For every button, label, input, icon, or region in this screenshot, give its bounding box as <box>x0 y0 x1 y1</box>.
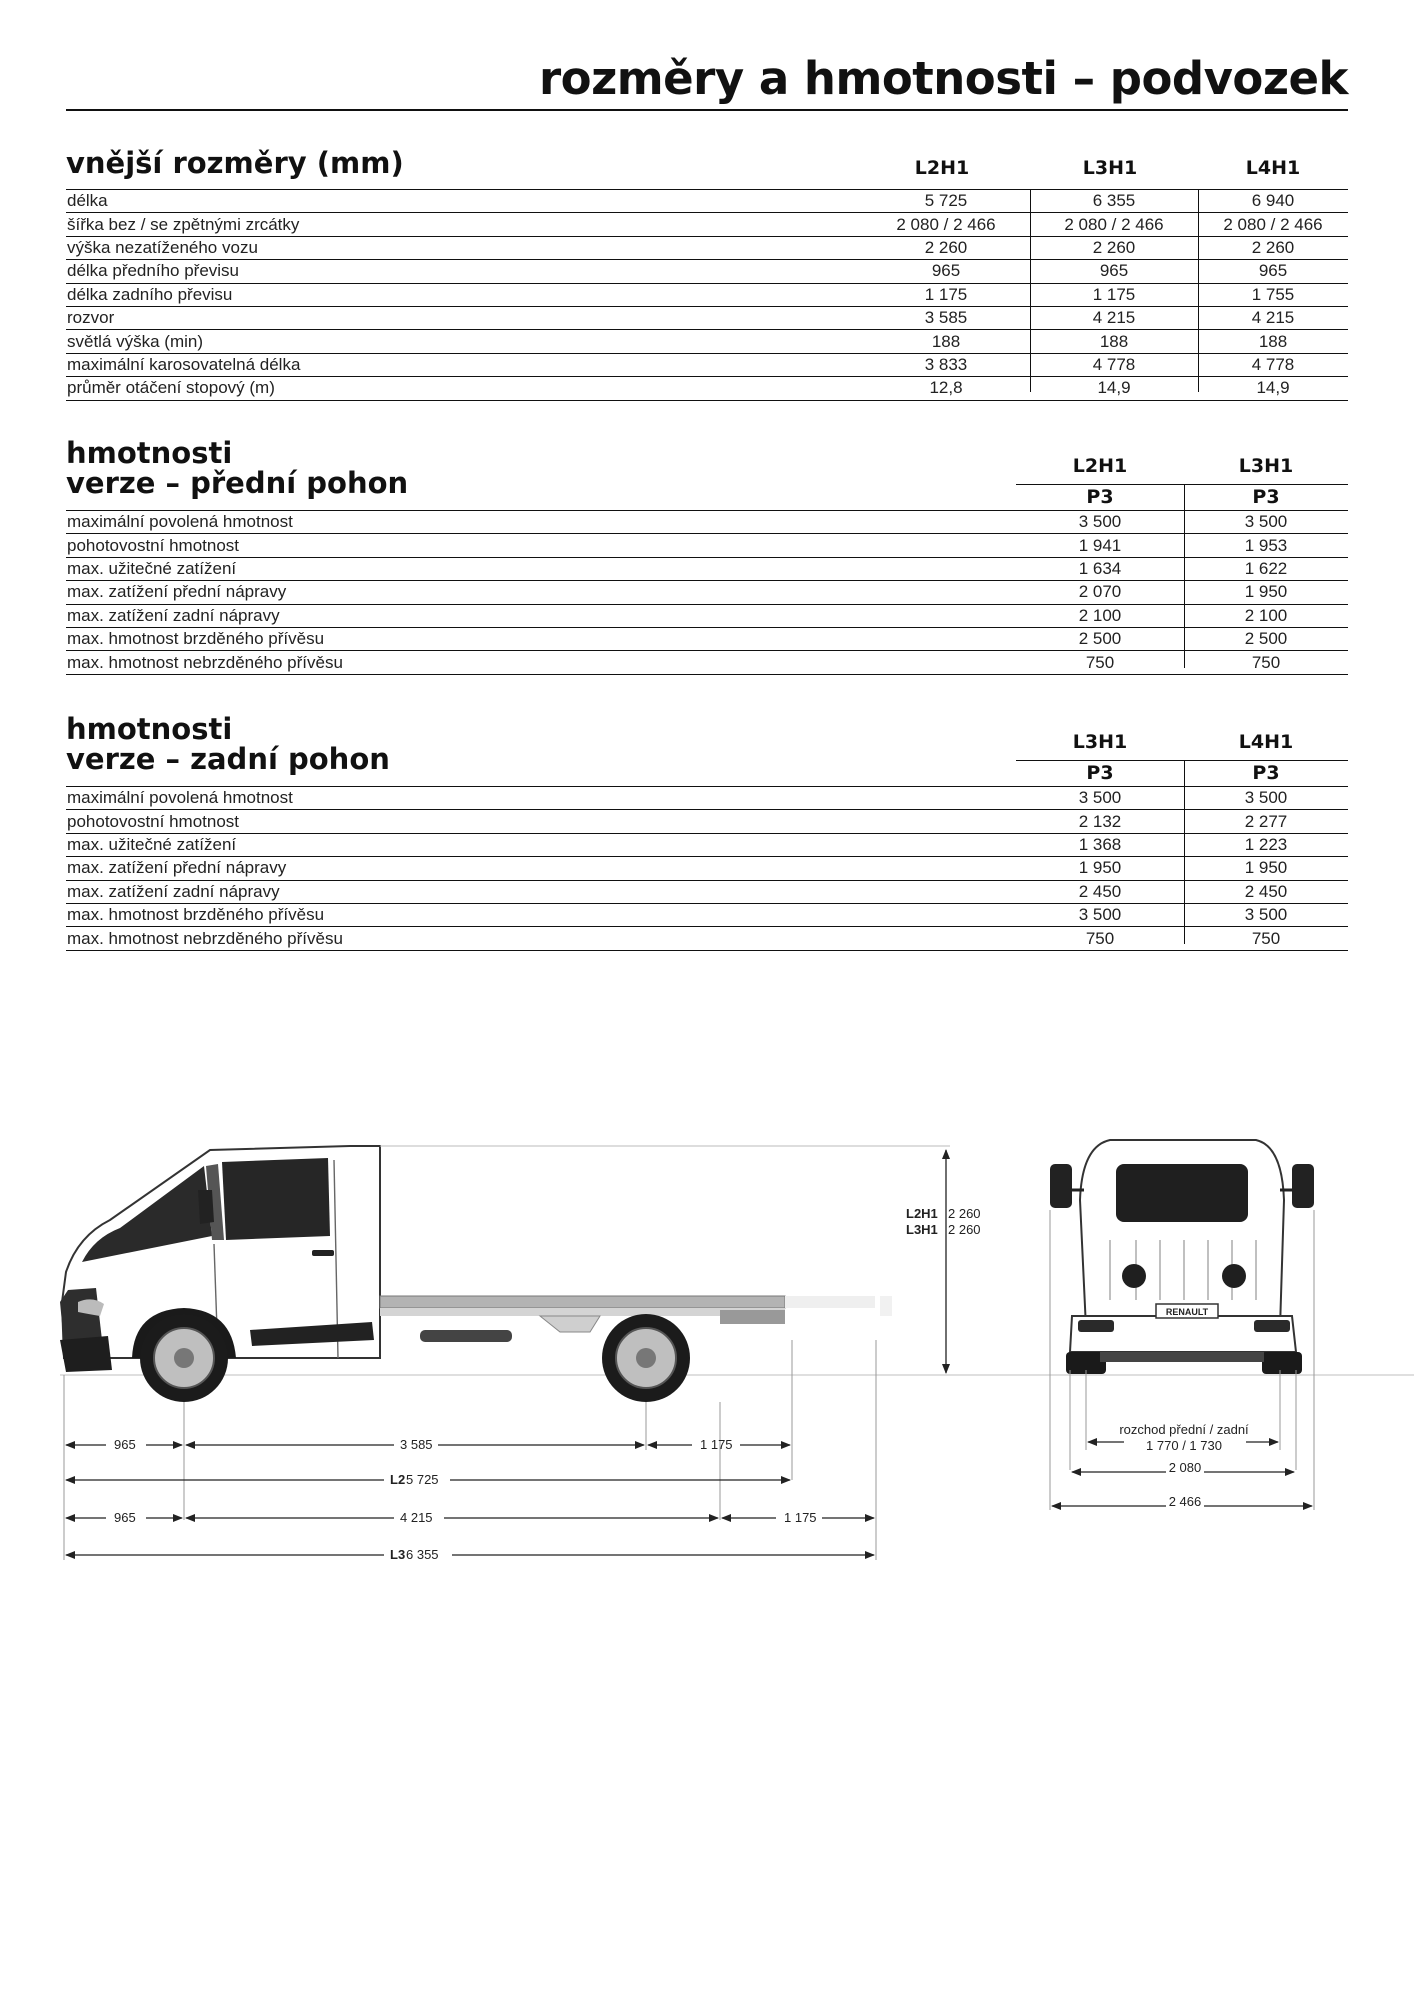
dimension-row-value: 4 215 <box>1198 306 1348 329</box>
weight-rear-row <box>66 903 1348 926</box>
dimension-row-value: 965 <box>1030 260 1198 283</box>
dimension-row-value: 5 725 <box>862 190 1030 213</box>
dim-wheelbase-l3: 4 215 <box>400 1510 433 1525</box>
weight-rear-row-value: 750 <box>1184 927 1348 950</box>
wf-sub-1: P3 <box>1086 486 1114 508</box>
rear-width: 2 080 <box>1168 1460 1202 1475</box>
dimension-row <box>66 213 1348 236</box>
weight-front-row <box>66 557 1348 580</box>
weight-front-row-label: max. zatížení přední nápravy <box>66 581 1016 604</box>
weight-rear-row <box>66 880 1348 903</box>
weight-rear-row-label: pohotovostní hmotnost <box>66 810 1016 833</box>
dimension-row <box>66 190 1348 213</box>
dimension-row-value: 14,9 <box>1198 377 1348 400</box>
vehicle-drawings <box>0 1040 1414 1600</box>
dim-l2-label: L2 <box>390 1472 406 1487</box>
weight-front-row <box>66 511 1348 534</box>
weight-rear-row-value: 750 <box>1016 927 1184 950</box>
weight-front-row-value: 1 953 <box>1184 534 1348 557</box>
weight-rear-row <box>66 810 1348 833</box>
dimension-row-label: délka zadního převisu <box>66 283 862 306</box>
wr-sub-1: P3 <box>1086 762 1114 784</box>
weight-front-row-value: 750 <box>1016 651 1184 674</box>
rear-track-label: rozchod přední / zadní <box>1119 1422 1249 1437</box>
weight-rear-row-value: 3 500 <box>1016 903 1184 926</box>
weight-front-row-value: 3 500 <box>1184 511 1348 534</box>
dimension-row-label: průměr otáčení stopový (m) <box>66 377 862 400</box>
dimension-row-value: 2 080 / 2 466 <box>1030 213 1198 236</box>
dimension-row-label: délka předního převisu <box>66 260 862 283</box>
weight-front-row-value: 2 100 <box>1184 604 1348 627</box>
dimension-row-value: 3 833 <box>862 353 1030 376</box>
weights-rear-section <box>66 714 1348 954</box>
dim-rear-overhang-l2: 1 175 <box>700 1437 733 1452</box>
weight-rear-row-value: 1 950 <box>1184 857 1348 880</box>
weight-rear-row-value: 2 450 <box>1016 880 1184 903</box>
dim-front-overhang-l3: 965 <box>114 1510 136 1525</box>
dimension-row-value: 3 585 <box>862 306 1030 329</box>
weight-rear-row-value: 3 500 <box>1016 787 1184 810</box>
weight-front-row <box>66 581 1348 604</box>
weight-front-row-label: max. hmotnost nebrzděného přívěsu <box>66 651 1016 674</box>
dimension-row <box>66 377 1348 400</box>
dim-col-l3h1: L3H1 <box>1082 157 1138 179</box>
dimension-row-value: 188 <box>1030 330 1198 353</box>
dimension-row-value: 2 080 / 2 466 <box>1198 213 1348 236</box>
dimension-row-value: 2 260 <box>1198 236 1348 259</box>
dimension-row <box>66 330 1348 353</box>
rear-brand-plate: RENAULT <box>1165 1307 1209 1317</box>
dimension-row-value: 1 175 <box>862 283 1030 306</box>
weight-front-row <box>66 604 1348 627</box>
dimension-row-label: šířka bez / se zpětnými zrcátky <box>66 213 862 236</box>
dim-col-l4h1: L4H1 <box>1245 157 1301 179</box>
weight-front-row-value: 1 622 <box>1184 557 1348 580</box>
dimension-row-label: délka <box>66 190 862 213</box>
weight-rear-row <box>66 787 1348 810</box>
weight-front-row <box>66 627 1348 650</box>
page-title: rozměry a hmotnosti – podvozek <box>538 52 1348 105</box>
rear-width-mirrors: 2 466 <box>1168 1494 1202 1509</box>
dimension-row-value: 1 175 <box>1030 283 1198 306</box>
wf-col-1: L2H1 <box>1072 455 1128 477</box>
weight-rear-row-value: 1 368 <box>1016 833 1184 856</box>
dim-wheelbase-l2: 3 585 <box>400 1437 433 1452</box>
dimension-row <box>66 283 1348 306</box>
dim-divider-2 <box>1198 190 1199 392</box>
side-height-l3-value: 2 260 <box>948 1222 981 1237</box>
dimension-row <box>66 236 1348 259</box>
side-height-labels <box>906 1206 981 1237</box>
weights-rear-table <box>66 787 1348 951</box>
weight-rear-row <box>66 927 1348 950</box>
dimension-row-value: 6 355 <box>1030 190 1198 213</box>
dim-divider-1 <box>1030 190 1031 392</box>
dimension-row-value: 2 260 <box>1030 236 1198 259</box>
dim-l3-value: 6 355 <box>406 1547 439 1562</box>
weight-front-row-value: 1 634 <box>1016 557 1184 580</box>
dim-row-3 <box>66 1510 874 1525</box>
dimension-row-label: světlá výška (min) <box>66 330 862 353</box>
dim-l3-label: L3 <box>390 1547 406 1562</box>
dimension-row-value: 12,8 <box>862 377 1030 400</box>
wf-header-rule <box>1016 484 1348 485</box>
dim-row-4 <box>66 1547 874 1562</box>
dimension-row-value: 965 <box>862 260 1030 283</box>
side-height-l3-label: L3H1 <box>906 1222 938 1237</box>
dimension-row-value: 6 940 <box>1198 190 1348 213</box>
weight-front-row-label: pohotovostní hmotnost <box>66 534 1016 557</box>
weight-rear-row <box>66 833 1348 856</box>
dimension-row <box>66 353 1348 376</box>
weight-front-row-label: max. hmotnost brzděného přívěsu <box>66 627 1016 650</box>
rear-track-value: 1 770 / 1 730 <box>1146 1438 1222 1453</box>
vehicle-drawing-svg <box>0 1040 1414 1600</box>
weight-rear-row-label: max. zatížení přední nápravy <box>66 857 1016 880</box>
title-rule <box>66 109 1348 111</box>
weight-front-row-value: 2 500 <box>1184 627 1348 650</box>
dimension-row-value: 4 778 <box>1030 353 1198 376</box>
wr-header-rule <box>1016 760 1348 761</box>
weight-rear-row-label: max. užitečné zatížení <box>66 833 1016 856</box>
dimension-row <box>66 306 1348 329</box>
wr-divider <box>1184 760 1185 944</box>
weight-front-row-label: max. zatížení zadní nápravy <box>66 604 1016 627</box>
dim-rear-overhang-l3: 1 175 <box>784 1510 817 1525</box>
weight-front-row-label: maximální povolená hmotnost <box>66 511 1016 534</box>
dimension-row-value: 188 <box>862 330 1030 353</box>
weight-rear-row-value: 3 500 <box>1184 787 1348 810</box>
dimension-row-label: výška nezatíženého vozu <box>66 236 862 259</box>
weight-front-row-value: 2 100 <box>1016 604 1184 627</box>
weight-rear-row-value: 3 500 <box>1184 903 1348 926</box>
dimension-row-value: 188 <box>1198 330 1348 353</box>
dimension-row-value: 2 260 <box>862 236 1030 259</box>
wf-sub-2: P3 <box>1252 486 1280 508</box>
weight-rear-row-label: max. hmotnost nebrzděného přívěsu <box>66 927 1016 950</box>
dimension-row-label: maximální karosovatelná délka <box>66 353 862 376</box>
dimension-row-label: rozvor <box>66 306 862 329</box>
dimensions-section <box>66 146 1348 404</box>
weight-rear-row-value: 2 277 <box>1184 810 1348 833</box>
weight-rear-row <box>66 857 1348 880</box>
weight-front-row-value: 2 070 <box>1016 581 1184 604</box>
dimension-row-value: 4 215 <box>1030 306 1198 329</box>
weight-front-row-value: 750 <box>1184 651 1348 674</box>
weight-rear-row-value: 2 132 <box>1016 810 1184 833</box>
dim-col-l2h1: L2H1 <box>914 157 970 179</box>
weight-rear-row-value: 2 450 <box>1184 880 1348 903</box>
side-height-l2-label: L2H1 <box>906 1206 938 1221</box>
dimension-row-value: 14,9 <box>1030 377 1198 400</box>
dimension-row-value: 965 <box>1198 260 1348 283</box>
weight-front-row-value: 3 500 <box>1016 511 1184 534</box>
wr-col-1: L3H1 <box>1072 731 1128 753</box>
dimensions-title: vnější rozměry (mm) <box>66 146 404 180</box>
weight-rear-row-value: 1 950 <box>1016 857 1184 880</box>
side-height-l2-value: 2 260 <box>948 1206 981 1221</box>
weight-front-row <box>66 534 1348 557</box>
weight-front-row-value: 2 500 <box>1016 627 1184 650</box>
dimensions-table <box>66 190 1348 401</box>
dimension-row-value: 1 755 <box>1198 283 1348 306</box>
weights-front-title-1: hmotnosti <box>66 436 233 470</box>
dimension-row-value: 4 778 <box>1198 353 1348 376</box>
weight-front-row-value: 1 950 <box>1184 581 1348 604</box>
rear-view-vehicle <box>1050 1140 1314 1374</box>
rear-dimensions <box>1052 1422 1312 1510</box>
weight-rear-row-value: 1 223 <box>1184 833 1348 856</box>
weight-front-row-label: max. užitečné zatížení <box>66 557 1016 580</box>
weight-rear-row-label: maximální povolená hmotnost <box>66 787 1016 810</box>
weight-rear-row-label: max. hmotnost brzděného přívěsu <box>66 903 1016 926</box>
dim-front-overhang: 965 <box>114 1437 136 1452</box>
weight-rear-row-label: max. zatížení zadní nápravy <box>66 880 1016 903</box>
wr-col-2: L4H1 <box>1238 731 1294 753</box>
dimension-row <box>66 260 1348 283</box>
weights-front-table <box>66 511 1348 675</box>
side-view-chassis-cab <box>60 1146 950 1402</box>
weights-rear-title-2: verze – zadní pohon <box>66 742 390 776</box>
weights-rear-title-1: hmotnosti <box>66 712 233 746</box>
dim-row-1 <box>66 1437 790 1452</box>
weight-front-row-value: 1 941 <box>1016 534 1184 557</box>
weights-front-section <box>66 438 1348 678</box>
weight-front-row <box>66 651 1348 674</box>
wf-col-2: L3H1 <box>1238 455 1294 477</box>
dimension-row-value: 2 080 / 2 466 <box>862 213 1030 236</box>
weights-front-title-2: verze – přední pohon <box>66 466 409 500</box>
wf-divider <box>1184 484 1185 668</box>
dim-l2-value: 5 725 <box>406 1472 439 1487</box>
wr-sub-2: P3 <box>1252 762 1280 784</box>
dim-row-2 <box>66 1472 790 1487</box>
